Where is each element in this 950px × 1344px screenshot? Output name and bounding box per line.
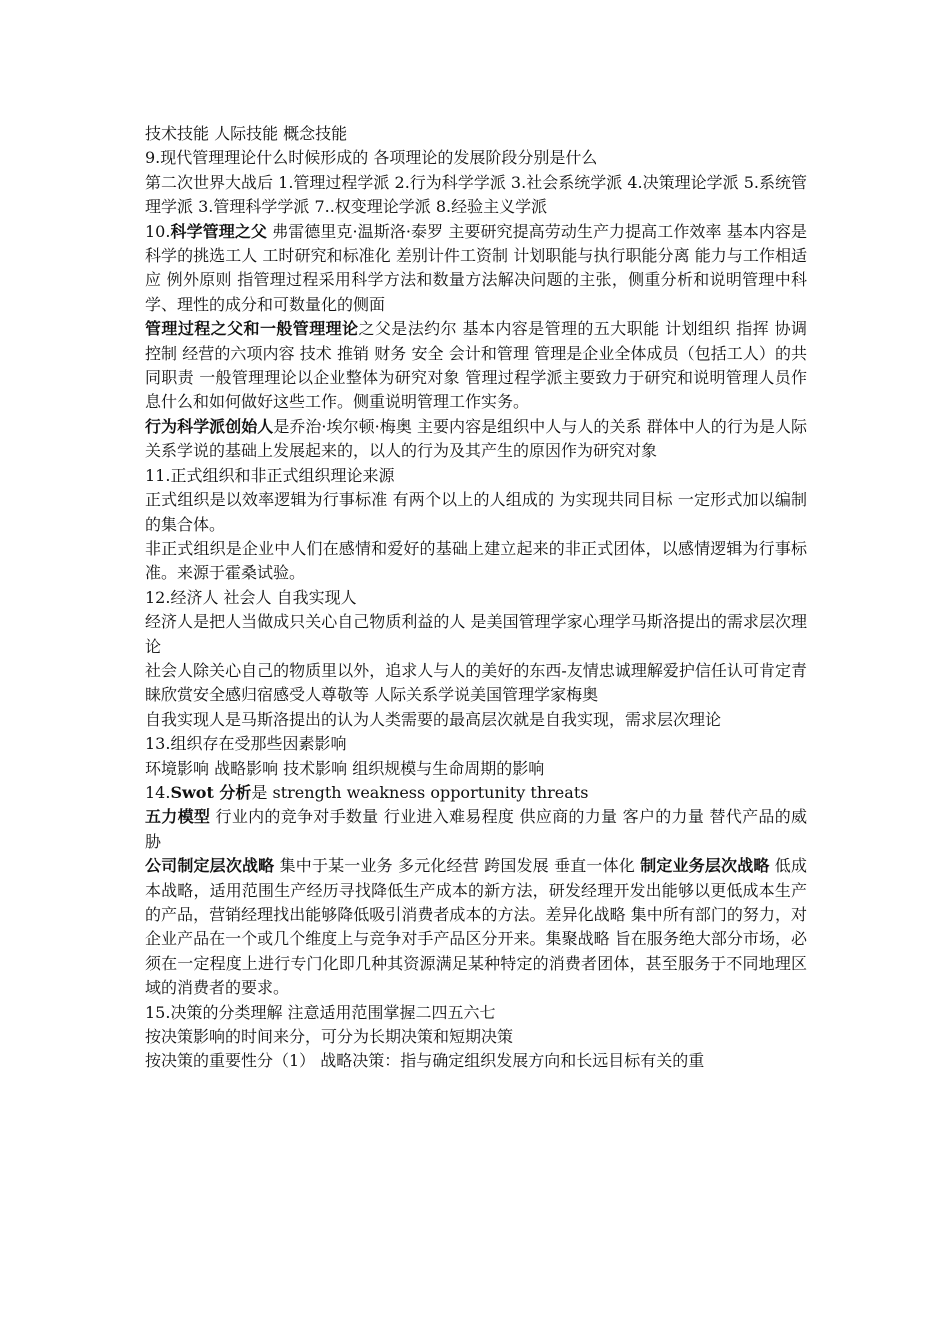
document-body [145, 122, 807, 1074]
text-run: 9.现代管理理论什么时候形成的 各项理论的发展阶段分别是什么 [145, 148, 598, 168]
text-run: 集中于某一业务 多元化经营 跨国发展 垂直一体化 [274, 856, 641, 876]
text-run: 是 strength weakness opportunity threats [251, 782, 589, 802]
paragraph [145, 610, 807, 659]
paragraph [145, 805, 807, 854]
bold-term: Swot 分析 [170, 782, 252, 802]
paragraph [145, 732, 807, 756]
text-run: 弗雷德里克·温斯洛·泰罗 主要研究提高劳动生产力提高工作效率 基本内容是科学的挑选工人 工时研究和标准化 差别计件工资制 计划职能与执行职能分离 能力与工作相适应 例外原则 指管理过程采用科学方法和数量方法解决问题的主张，侧重分析和说明管理中科学、理性的成分和可数量化的侧面 [145, 221, 807, 314]
text-run: 技术技能 人际技能 概念技能 [145, 124, 348, 143]
paragraph [145, 220, 807, 318]
paragraph [145, 586, 807, 610]
text-run: 自我实现人是马斯洛提出的认为人类需要的最高层次就是自我实现，需求层次理论 [145, 709, 722, 729]
paragraph [145, 537, 807, 586]
bold-term: 行为科学派创始人 [145, 416, 274, 436]
text-run: 按决策影响的时间来分，可分为长期决策和短期决策 [145, 1027, 514, 1047]
paragraph [145, 464, 807, 488]
paragraph [145, 1025, 807, 1049]
paragraph [145, 415, 807, 464]
text-run: 社会人除关心自己的物质里以外，追求人与人的美好的东西-友情忠诚理解爱护信任认可肯定青睐欣赏安全感归宿感受人尊敬等 人际关系学说美国管理学家梅奥 [145, 660, 807, 705]
paragraph [145, 317, 807, 415]
text-run: 行业内的竞争对手数量 行业进入难易程度 供应商的力量 客户的力量 替代产品的威胁 [145, 807, 807, 851]
text-run: 环境影响 战略影响 技术影响 组织规模与生命周期的影响 [145, 758, 545, 778]
text-run: 经济人是把人当做成只关心自己物质利益的人 是美国管理学家心理学马斯洛提出的需求层次理论 [145, 612, 807, 656]
paragraph [145, 1049, 807, 1073]
bold-term: 管理过程之父和一般管理理论 [145, 319, 359, 339]
text-run: 第二次世界大战后 1.管理过程学派 2.行为科学学派 3.社会系统学派 4.决策理论学派 5.系统管理学派 3.管理科学学派 7..权变理论学派 8.经验主义学派 [145, 172, 807, 217]
paragraph [145, 659, 807, 708]
text-run: 11.正式组织和非正式组织理论来源 [145, 465, 395, 485]
paragraph [145, 781, 807, 805]
text-run: 14. [145, 782, 171, 802]
paragraph [145, 1001, 807, 1025]
text-run: 之父是法约尔 基本内容是管理的五大职能 计划组织 指挥 协调 控制 经营的六项内容 技术 推销 财务 安全 会计和管理 管理是企业全体成员（包括工人）的共同职责 一般管理理论以企业整体为研究对象 管理过程学派主要致力于研究和说明管理人员作息什么和如何做好这些工作。侧重说明管理工作实务。 [145, 319, 807, 412]
paragraph [145, 122, 807, 146]
text-run: 是乔治·埃尔顿·梅奥 主要内容是组织中人与人的关系 群体中人的行为是人际关系学说的基础上发展起来的，以人的行为及其产生的原因作为研究对象 [145, 416, 807, 461]
bold-term: 公司制定层次战略 [145, 856, 275, 876]
bold-term: 五力模型 [145, 807, 211, 827]
paragraph [145, 708, 807, 732]
text-run: 10. [145, 221, 171, 241]
paragraph [145, 854, 807, 1000]
paragraph [145, 757, 807, 781]
text-run: 低成本战略，适用范围生产经历寻找降低生产成本的新方法，研发经理开发出能够以更低成本生产的产品，营销经理找出能够降低吸引消费者成本的方法。差异化战略 集中所有部门的努力，对企业产品在一个或几个维度上与竞争对手产品区分开来。集聚战略 旨在服务绝大部分市场，必须在一定程度上进行专门化即几种其资源满足某种特定的消费者团体，甚至服务于不同地理区域的消费者的要求。 [145, 856, 807, 998]
text-run: 12.经济人 社会人 自我实现人 [145, 587, 357, 607]
bold-term: 制定业务层次战略 [640, 856, 770, 876]
bold-term: 科学管理之父 [170, 221, 267, 241]
paragraph [145, 146, 807, 170]
text-run: 非正式组织是企业中人们在感情和爱好的基础上建立起来的非正式团体，以感情逻辑为行事标准。来源于霍桑试验。 [145, 538, 807, 583]
paragraph [145, 171, 807, 220]
text-run: 15.决策的分类理解 注意适用范围掌握二四五六七 [145, 1002, 496, 1022]
text-run: 13.组织存在受那些因素影响 [145, 734, 347, 754]
text-run: 正式组织是以效率逻辑为行事标准 有两个以上的人组成的 为实现共同目标 一定形式加以编制的集合体。 [145, 490, 807, 534]
text-run: 按决策的重要性分（1） 战略决策：指与确定组织发展方向和长远目标有关的重 [145, 1051, 705, 1071]
paragraph [145, 488, 807, 537]
